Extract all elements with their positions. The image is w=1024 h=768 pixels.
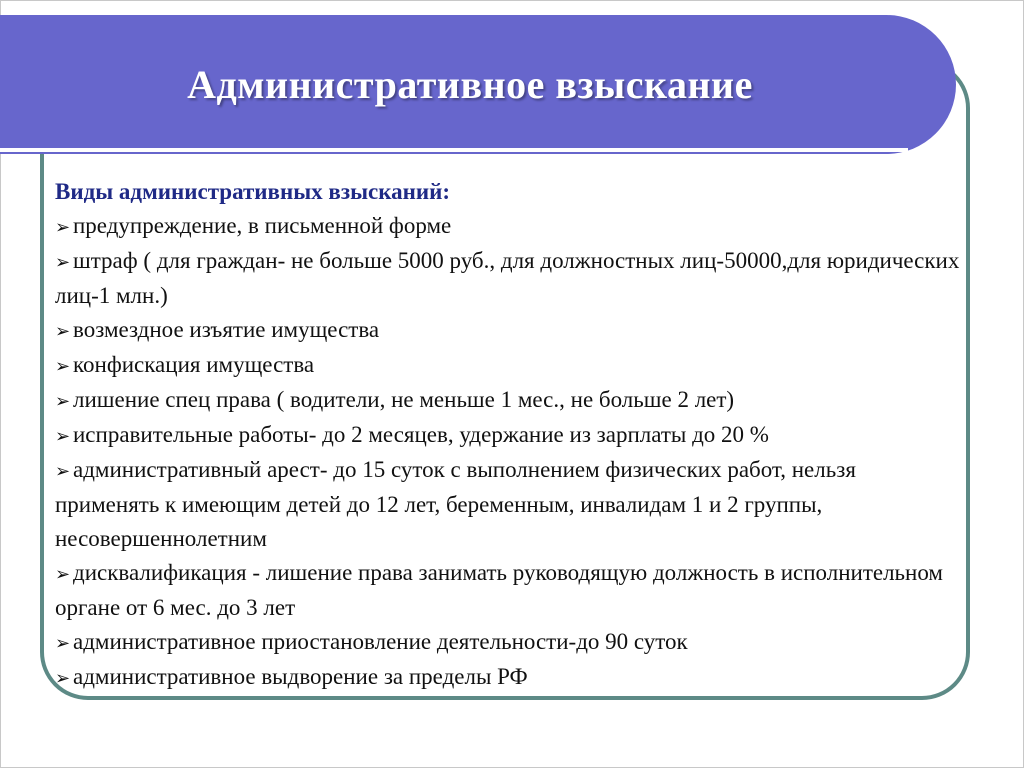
arrow-bullet-icon: ➢ (55, 217, 71, 237)
list-item (55, 209, 965, 244)
list-item (55, 313, 965, 348)
arrow-bullet-icon: ➢ (55, 633, 71, 653)
list-item-text: административный арест- до 15 суток с выполнением физических работ, нельзя применять к имеющим детей до 12 лет, беременным, инвалидам 1 и 2 группы, несовершеннолетним (55, 457, 856, 551)
list-item-text: возмездное изъятие имущества (73, 317, 380, 342)
list-item (55, 660, 965, 695)
list-item (55, 625, 965, 660)
list-heading: Виды административных взысканий: (55, 179, 451, 204)
list-item-text: штраф ( для граждан- не больше 5000 руб., для должностных лиц-50000,для юридических лиц-1 млн.) (55, 248, 960, 308)
arrow-bullet-icon: ➢ (55, 356, 71, 376)
slide-title: Административное взыскание (187, 62, 753, 107)
arrow-bullet-icon: ➢ (55, 564, 71, 584)
list-item (55, 348, 965, 383)
list-item-text: дисквалификация - лишение права занимать руководящую должность в исполнительном органе от 6 мес. до 3 лет (55, 560, 943, 620)
list-item-text: административное выдворение за пределы РФ (73, 664, 528, 689)
list-item-text: предупреждение, в письменной форме (73, 213, 452, 238)
slide-body (55, 175, 965, 695)
list-item (55, 244, 965, 313)
list-item-text: лишение спец права ( водители, не меньше 1 мес., не больше 2 лет) (73, 387, 735, 412)
arrow-bullet-icon: ➢ (55, 426, 71, 446)
list-item-text: конфискация имущества (73, 352, 315, 377)
title-underline (0, 148, 908, 152)
list-item-text: исправительные работы- до 2 месяцев, удержание из зарплаты до 20 % (73, 422, 769, 447)
list-item (55, 453, 965, 556)
arrow-bullet-icon: ➢ (55, 668, 71, 688)
arrow-bullet-icon: ➢ (55, 252, 71, 272)
arrow-bullet-icon: ➢ (55, 321, 71, 341)
list-item (55, 418, 965, 453)
list-item (55, 556, 965, 625)
arrow-bullet-icon: ➢ (55, 391, 71, 411)
title-banner (0, 15, 956, 154)
list-item-text: административное приостановление деятельности-до 90 суток (73, 629, 688, 654)
list-item (55, 383, 965, 418)
arrow-bullet-icon: ➢ (55, 461, 71, 481)
